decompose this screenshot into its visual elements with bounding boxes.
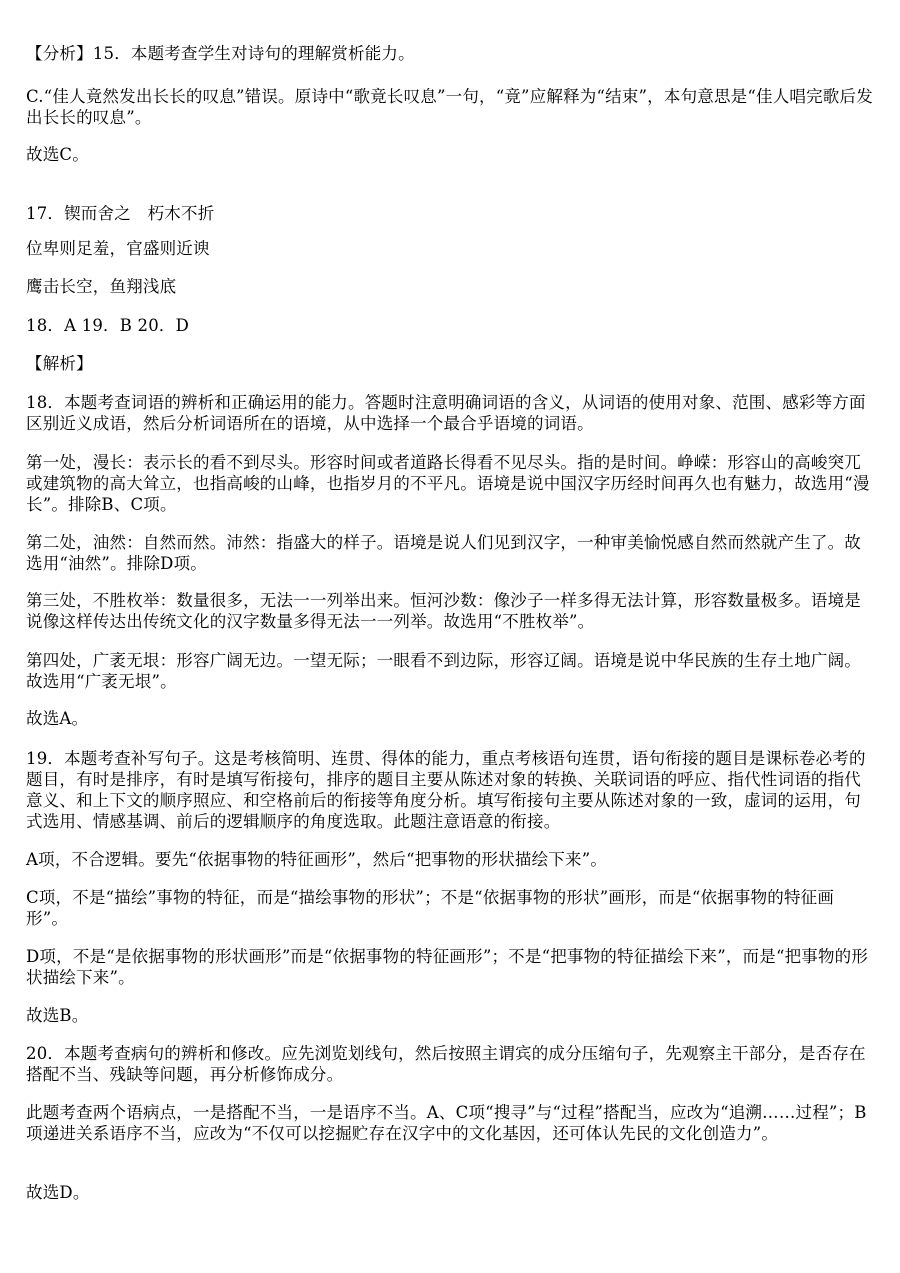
explanation-18-intro: 18．本题考查词语的辨析和正确运用的能力。答题时注意明确词语的含义，从词语的使用对象、范围、感彩等方面区别近义成语，然后分析词语所在的语境，从中选择一个最合乎语境的词语。 bbox=[26, 393, 866, 433]
explanation-18-third: 第三处，不胜枚举：数量很多，无法一一列举出来。恒河沙数：像沙子一样多得无法计算，形容数量极多。语境是说像这样传达出传统文化的汉字数量多得无法一一列举。故选用“不胜枚举”。 bbox=[26, 591, 861, 631]
explanation-18-first: 第一处，漫长：表示长的看不到尽头。形容时间或者道路长得看不见尽头。指的是时间。峥嵘：形容山的高峻突兀或建筑物的高大耸立，也指高峻的山峰，也指岁月的不平凡。语境是说中国汉字历经时间再久也有魅力，故选用“漫长”。排除B、C项。 bbox=[26, 453, 870, 514]
answer-17-line-3: 鹰击长空，鱼翔浅底 bbox=[26, 277, 177, 296]
explanation-19-option-a: A项，不合逻辑。要先“依据事物的特征画形”，然后“把事物的形状描绘下来”。 bbox=[26, 850, 608, 869]
analysis-15-heading: 【分析】15．本题考查学生对诗句的理解赏析能力。 bbox=[26, 44, 415, 63]
explanation-heading: 【解析】 bbox=[26, 354, 93, 373]
explanation-20-intro: 20．本题考查病句的辨析和修改。应先浏览划线句，然后按照主谓宾的成分压缩句子，先观察主干部分，是否存在搭配不当、残缺等问题，再分析修饰成分。 bbox=[26, 1044, 866, 1084]
answers-18-20: 18．A 19．B 20．D bbox=[26, 316, 190, 335]
explanation-18-fourth: 第四处，广袤无垠：形容广阔无边。一望无际；一眼看不到边际，形容辽阔。语境是说中华民族的生存土地广阔。故选用“广袤无垠”。 bbox=[26, 651, 861, 691]
explanation-19-intro: 19．本题考查补写句子。这是考核简明、连贯、得体的能力，重点考核语句连贯，语句衔接的题目是课标卷必考的题目，有时是排序，有时是填写衔接句，排序的题目主要从陈述对象的转换、关联词语的呼应、指代性词语的指代意义、和上下文的顺序照应、和空格前后的衔接等角度分析。填写衔接句主要从陈述对象的一致，虚词的运用，句式选用、情感基调、前后的逻辑顺序的角度选取。此题注意语意的衔接。 bbox=[26, 749, 866, 831]
answer-18: 故选A。 bbox=[26, 709, 89, 728]
explanation-20-detail: 此题考查两个语病点，一是搭配不当，一是语序不当。A、C项“搜寻”与“过程”搭配当，应改为“追溯……过程”；B项递进关系语序不当，应改为“不仅可以挖掘贮存在汉字中的文化基因，还可体认先民的文化创造力”。 bbox=[26, 1103, 867, 1143]
explanation-18-second: 第二处，油然：自然而然。沛然：指盛大的样子。语境是说人们见到汉字，一种审美愉悦感自然而然就产生了。故选用“油然”。排除D项。 bbox=[26, 533, 861, 573]
answer-15: 故选C。 bbox=[26, 145, 89, 164]
answer-17-line-2: 位卑则足羞，官盛则近谀 bbox=[26, 239, 210, 258]
answer-17-line-1: 17．锲而舍之 朽木不折 bbox=[26, 204, 215, 223]
answer-19: 故选B。 bbox=[26, 1006, 89, 1025]
answer-20: 故选D。 bbox=[26, 1183, 90, 1202]
explanation-19-option-c: C项，不是“描绘”事物的特征，而是“描绘事物的形状”；不是“依据事物的形状”画形，而是“依据事物的特征画形”。 bbox=[26, 888, 835, 928]
explanation-19-option-d: D项，不是“是依据事物的形状画形”而是“依据事物的特征画形”；不是“把事物的特征描绘下来”，而是“把事物的形状描绘下来”。 bbox=[26, 947, 869, 987]
analysis-15-explanation: C.“佳人竟然发出长长的叹息”错误。原诗中“歌竟长叹息”一句，“竟”应解释为“结束”，本句意思是“佳人唱完歌后发出长长的叹息”。 bbox=[26, 87, 873, 127]
